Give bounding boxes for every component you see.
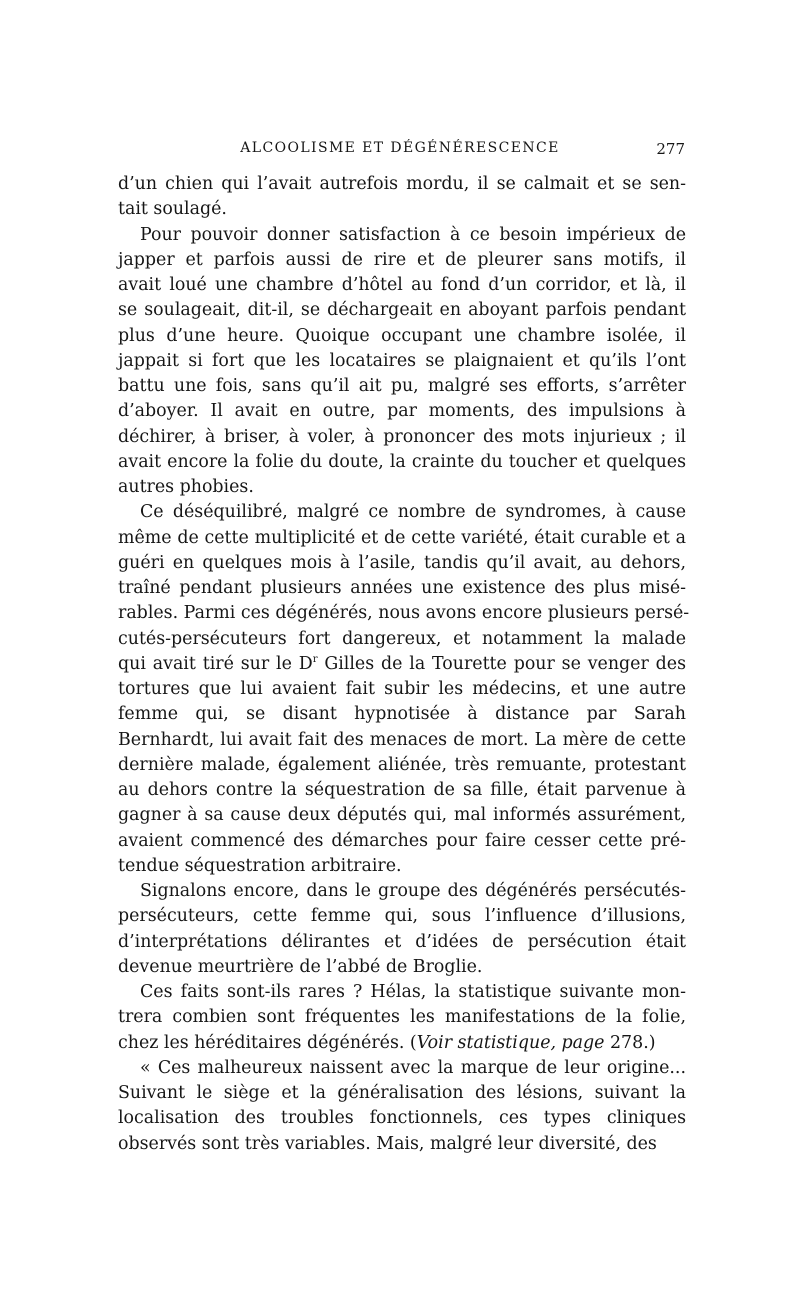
text-line: même de cette multiplicité et de cette variété, était curable et a bbox=[118, 527, 686, 548]
text-line: devenue meurtrière de l’abbé de Broglie. bbox=[118, 956, 483, 977]
text-line: d’aboyer. Il avait en outre, par moments, des impulsions à bbox=[118, 401, 686, 422]
paragraph bbox=[118, 223, 686, 501]
text-line: femme qui, se disant hypnotisée à distance par Sarah bbox=[118, 704, 686, 725]
text-line: cutés-persécuteurs fort dangereux, et notamment la malade bbox=[118, 628, 686, 649]
paragraph bbox=[118, 500, 690, 879]
text-line: avaient commencé des démarches pour faire cesser cette pré- bbox=[118, 830, 686, 851]
text-line: « Ces malheureux naissent avec la marque de leur origine... bbox=[140, 1057, 686, 1078]
text-line: tortures que lui avaient fait subir les médecins, et une autre bbox=[118, 679, 686, 699]
text-line: guéri en quelques mois à l’asile, tandis qu’il avait, au dehors, bbox=[118, 552, 686, 573]
text-line: gagner à sa cause deux députés qui, mal informés assurément, bbox=[118, 805, 686, 826]
text-line: trera combien sont fréquentes les manifestations de la folie, bbox=[118, 1007, 686, 1028]
text-line: localisation des troubles fonctionnels, ces types cliniques bbox=[118, 1108, 686, 1129]
text-line: avait loué une chambre d’hôtel au fond d’un corridor, et là, il bbox=[118, 275, 686, 295]
text-line: plus d’une heure. Quoique occupant une chambre isolée, il bbox=[118, 325, 686, 346]
text-line: Suivant le siège et la généralisation des lésions, suivant la bbox=[118, 1083, 686, 1103]
text-line: tait soulagé. bbox=[118, 199, 227, 220]
text-line: japper et parfois aussi de rire et de pleurer sans motifs, il bbox=[118, 249, 686, 270]
text-line: Ces faits sont-ils rares ? Hélas, la statistique suivante mon- bbox=[140, 982, 686, 1002]
text-line: d’un chien qui l’avait autrefois mordu, il se calmait et se sen- bbox=[118, 174, 686, 194]
text-line: dernière malade, également aliénée, très remuante, protestant bbox=[118, 754, 686, 775]
text-line: déchirer, à briser, à voler, à prononcer des mots injurieux ; il bbox=[118, 426, 686, 447]
text-line: persécuteurs, cette femme qui, sous l’influence d’illusions, bbox=[118, 906, 686, 927]
text-line: rables. Parmi ces dégénérés, nous avons encore plusieurs persé- bbox=[118, 603, 690, 624]
page-number: 277 bbox=[656, 140, 685, 158]
paragraph bbox=[118, 980, 686, 1056]
text-line: chez les héréditaires dégénérés. (Voir statistique, page 278.) bbox=[118, 1032, 656, 1053]
text-line: au dehors contre la séquestration de sa fille, était parvenue à bbox=[118, 780, 686, 800]
text-line: observés sont très variables. Mais, malgré leur diversité, des bbox=[118, 1133, 657, 1154]
body-text bbox=[118, 172, 690, 1157]
text-line: qui avait tiré sur le $D^r$ Gilles de la Tourette pour se venger des bbox=[118, 653, 686, 674]
text-line: Pour pouvoir donner satisfaction à ce besoin impérieux de bbox=[140, 224, 686, 245]
page-header bbox=[115, 140, 685, 170]
text-line: traîné pendant plusieurs années une existence des plus misé- bbox=[118, 578, 686, 598]
text-line: autres phobies. bbox=[118, 477, 254, 497]
text-line: avait encore la folie du doute, la crainte du toucher et quelques bbox=[118, 451, 686, 472]
text-line: Bernhardt, lui avait fait des menaces de mort. La mère de cette bbox=[118, 729, 686, 750]
text-line: tendue séquestration arbitraire. bbox=[118, 855, 402, 876]
text-line: Signalons encore, dans le groupe des dégénérés persécutés- bbox=[140, 881, 686, 901]
paragraph bbox=[118, 1056, 686, 1157]
running-title: ALCOOLISME ET DÉGÉNÉRESCENCE bbox=[240, 140, 560, 156]
text-line: d’interprétations délirantes et d’idées de persécution était bbox=[118, 931, 686, 952]
text-line: battu une fois, sans qu’il ait pu, malgré ses efforts, s’arrêter bbox=[118, 376, 686, 396]
text-line: jappait si fort que les locataires se plaignaient et qu’ils l’ont bbox=[118, 350, 686, 371]
paragraph bbox=[118, 172, 686, 223]
text-line: Ce déséquilibré, malgré ce nombre de syndromes, à cause bbox=[140, 502, 686, 523]
paragraph bbox=[118, 879, 686, 980]
text-line: se soulageait, dit-il, se déchargeait en aboyant parfois pendant bbox=[118, 300, 686, 321]
